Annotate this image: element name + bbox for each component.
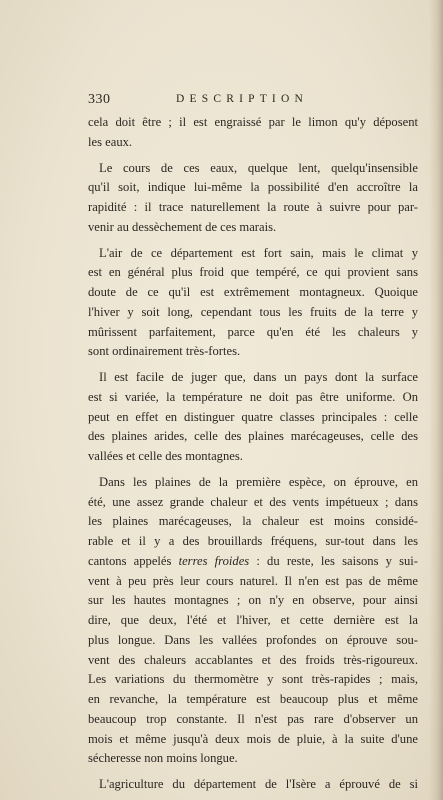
text-line: venir au dessèchement de ces marais.: [88, 219, 277, 234]
text-line: sécheresse non moins longue.: [88, 751, 238, 766]
text-line: Le cours de ces eaux, quelque lent, quelqu'insensible: [99, 160, 418, 175]
paragraph: [88, 368, 418, 467]
page-header: [88, 92, 388, 110]
text-line: mois et même jusqu'à deux mois de pluie, à la suite d'une: [88, 731, 418, 746]
text-line: cela doit être ; il est engraissé par le limon qu'y déposent: [88, 115, 418, 129]
paragraph: [88, 473, 418, 769]
text-line: doute de ce qu'il est extrêmement montagneux. Quoique: [88, 285, 418, 299]
text-line: sont ordinairement très-fortes.: [88, 344, 241, 359]
text-line: plus longue. Dans les vallées profondes on éprouve sou-: [88, 632, 418, 647]
text-line: Les variations du thermomètre y sont très-rapides ; mais,: [88, 672, 418, 687]
text-line: l'hiver y soit long, cependant tous les fruits de la terre y: [88, 304, 418, 319]
paragraph: [88, 113, 418, 153]
text-line: les plaines marécageuses, la chaleur est moins considé-: [88, 514, 418, 529]
text-line: peut en effet en distinguer quatre classes principales : celle: [88, 409, 418, 424]
paragraph: [88, 159, 418, 238]
text-line: vent des chaleurs accablantes et des froids très-rigoureux.: [88, 652, 418, 667]
body-text: [88, 113, 418, 795]
text-line: qu'il soit, indique lui-même la possibilité d'en accroître la: [88, 180, 418, 195]
text-line: vent à peu près leur cours naturel. Il n'en est pas de même: [88, 573, 418, 588]
text-line: vallées et celle des montagnes.: [88, 449, 243, 463]
text-line: rapidité : il trace naturellement la route à suivre pour par-: [88, 200, 418, 214]
text-line: Dans les plaines de la première espèce, on éprouve, en: [99, 474, 418, 489]
text-line: dire, que deux, l'été et l'hiver, et cette dernière est la: [88, 613, 418, 627]
text-line: sur les hautes montagnes ; on n'y en observe, pour ainsi: [88, 593, 418, 608]
text-line: les eaux.: [88, 134, 133, 149]
text-line: mûrissent parfaitement, parce qu'en été les chaleurs y: [88, 324, 418, 339]
text-fragment: : du reste, les saisons y sui-: [249, 553, 419, 568]
text-line: L'agriculture du département de l'Isère a éprouvé de si: [99, 777, 418, 791]
text-line: Il est facile de juger que, dans un pays dont la surface: [99, 370, 418, 384]
text-fragment: cantons appelés: [88, 553, 179, 568]
text-line: en revanche, la température est beaucoup plus et même: [88, 692, 418, 706]
text-line: été, une assez grande chaleur et des vents impétueux ; dans: [88, 494, 418, 509]
text-line: L'air de ce département est fort sain, mais le climat y: [99, 245, 418, 260]
italic-term: terres froides: [178, 553, 250, 568]
text-line: est si variée, la température ne doit pas être uniforme. On: [88, 389, 418, 404]
page-edge-shadow: [429, 0, 443, 800]
text-line: des plaines arides, celle des plaines marécageuses, celle des: [88, 429, 418, 444]
text-line: rable et il y a des brouillards fréquens, sur-tout dans les: [88, 534, 418, 548]
running-head: DESCRIPTION: [176, 93, 308, 105]
text-line-with-italic: [88, 552, 418, 572]
page-number: 330: [88, 92, 111, 107]
paragraph: [88, 775, 418, 795]
text-line: beaucoup trop constante. Il n'est pas rare d'observer un: [88, 711, 418, 726]
text-line: est en général plus froid que tempéré, ce qui provient sans: [88, 265, 418, 280]
paragraph: [88, 244, 418, 363]
